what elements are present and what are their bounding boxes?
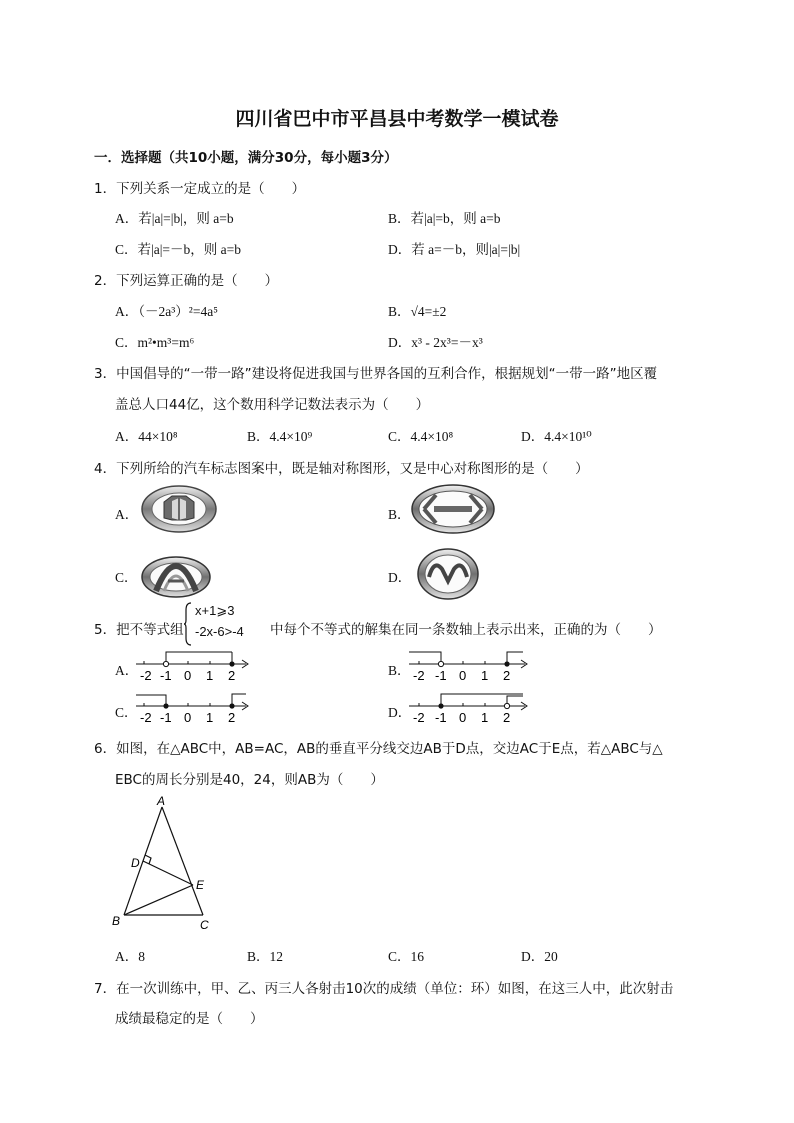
tick-label: 0	[459, 668, 467, 683]
q4-option-d-label: D．	[388, 570, 412, 585]
tick-label: 0	[184, 710, 192, 725]
tick-label: 2	[228, 668, 236, 683]
brace-icon	[184, 602, 188, 644]
section-heading: 一．选择题（共10小题，满分30分，每小题3分）	[94, 150, 398, 166]
tick-label: -2	[413, 668, 425, 683]
q6-option-d: D．20	[521, 949, 558, 964]
tick-label: -2	[140, 710, 152, 725]
label-a: A	[157, 795, 166, 808]
label-e: E	[196, 878, 205, 892]
tick-label: 1	[481, 668, 489, 683]
tick-label: 1	[206, 710, 214, 725]
logo-c-icon	[140, 547, 212, 599]
tick-label: -1	[435, 668, 447, 683]
label-b: B	[112, 914, 121, 928]
q5-option-a-label: A．	[115, 663, 139, 678]
number-line-c	[134, 690, 252, 726]
q4-option-a-label: A．	[115, 507, 139, 522]
tick-label: -1	[160, 710, 172, 725]
q3-option-c: C．4.4×10⁸	[388, 429, 454, 444]
tick-label: 2	[503, 710, 511, 725]
q1-option-b: B．若|a|=b，则 a=b	[388, 211, 501, 226]
tick-label: 2	[228, 710, 236, 725]
page-title: 四川省巴中市平昌县中考数学一模试卷	[235, 108, 559, 130]
q2-option-a: A．（－2a³）²=4a⁵	[115, 304, 218, 319]
number-line-d	[407, 690, 531, 726]
tick-label: 2	[503, 668, 511, 683]
q3-option-a: A．44×10⁸	[115, 429, 178, 444]
tick-label: 1	[206, 668, 214, 683]
number-line-a	[134, 648, 252, 684]
q7-stem-line2: 成绩最稳定的是（ ）	[115, 1011, 264, 1027]
tick-label: 0	[184, 668, 192, 683]
q4-option-c-label: C．	[115, 570, 138, 585]
q6-option-a: A．8	[115, 949, 145, 964]
logo-a-icon	[140, 484, 218, 534]
q7-stem-line1: 7．在一次训练中，甲、乙、丙三人各射击10次的成绩（单位：环）如图，在这三人中，此次射击	[94, 981, 674, 997]
q5-option-d-label: D．	[388, 705, 412, 720]
q2-option-d: D．x³ - 2x³=－x³	[388, 335, 483, 350]
q5-stem-post: 中每个不等式的解集在同一条数轴上表示出来，正确的为（ ）	[270, 622, 662, 638]
q5-option-c-label: C．	[115, 705, 138, 720]
q5-inequality-2: -2x-6>-4	[195, 624, 244, 639]
q3-stem-line2: 盖总人口44亿，这个数用科学记数法表示为（ ）	[115, 397, 430, 413]
number-line-b	[407, 648, 531, 684]
tick-label: -1	[435, 710, 447, 725]
q5-option-b-label: B．	[388, 663, 411, 678]
q1-option-c: C．若|a|=－b，则 a=b	[115, 242, 241, 257]
q2-option-c: C．m²•m³=m⁶	[115, 335, 195, 350]
q1-option-d: D．若 a=－b，则|a|=|b|	[388, 242, 521, 257]
q3-option-d: D．4.4×10¹⁰	[521, 429, 592, 444]
label-c: C	[200, 918, 209, 932]
logo-b-icon	[410, 483, 496, 535]
tick-label: -1	[160, 668, 172, 683]
q3-option-b: B．4.4×10⁹	[247, 429, 313, 444]
q4-option-b-label: B．	[388, 507, 411, 522]
q5-stem-pre: 5．把不等式组	[94, 622, 184, 638]
q5-inequality-1: x+1⩾3	[195, 603, 235, 618]
q6-option-b: B．12	[247, 949, 284, 964]
q6-stem-line2: EBC的周长分别是40，24，则AB为（ ）	[115, 772, 384, 788]
q6-option-c: C．16	[388, 949, 425, 964]
tick-label: -2	[140, 668, 152, 683]
tick-label: -2	[413, 710, 425, 725]
triangle-figure	[110, 795, 220, 933]
q6-stem-line1: 6．如图，在△ABC中，AB=AC，AB的垂直平分线交边AB于D点，交边AC于E点，若△ABC与△	[94, 741, 663, 757]
q3-stem-line1: 3．中国倡导的“一带一路”建设将促进我国与世界各国的互利合作，根据规划“一带一路”地区覆	[94, 366, 658, 382]
q2-option-b: B．√4=±2	[388, 304, 447, 319]
logo-d-icon	[416, 547, 480, 601]
tick-label: 1	[481, 710, 489, 725]
q1-option-a: A．若|a|=|b|，则 a=b	[115, 211, 234, 226]
tick-label: 0	[459, 710, 467, 725]
q4-stem: 4．下列所给的汽车标志图案中，既是轴对称图形，又是中心对称图形的是（ ）	[94, 461, 589, 477]
label-d: D	[131, 856, 140, 870]
q2-stem: 2．下列运算正确的是（ ）	[94, 273, 279, 289]
q1-stem: 1．下列关系一定成立的是（ ）	[94, 181, 306, 197]
